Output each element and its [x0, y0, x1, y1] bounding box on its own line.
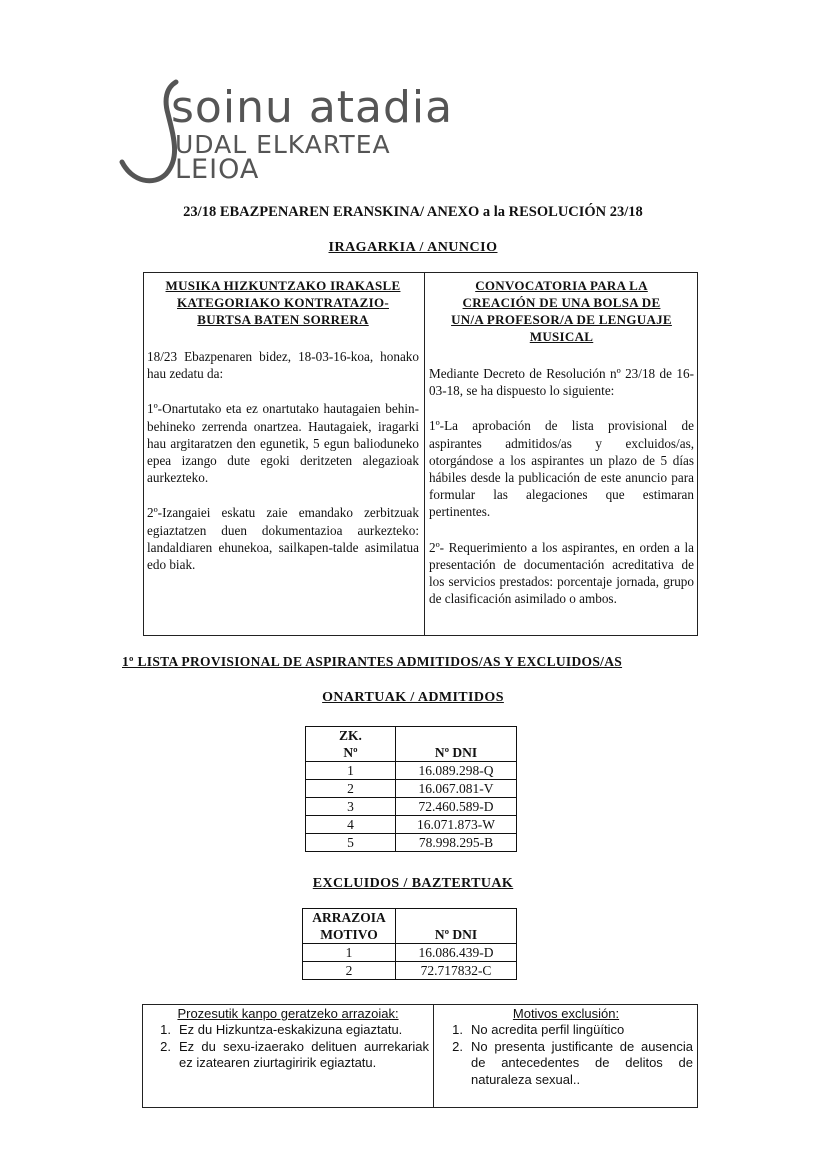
spanish-column [429, 277, 694, 607]
table-row [303, 962, 517, 980]
document-heading: 23/18 EBAZPENAREN ERANSKINA/ ANEXO a la RESOLUCIÓN 23/18 [183, 204, 643, 220]
spanish-paragraph-1: 1º-La aprobación de lista provisional de aspirantes admitidos/as y excluidos/as, otorgándose a los aspirantes un plazo de 5 días hábiles desde la publicación de este anuncio para formular las alegaciones que estimaran pertinentes. [429, 418, 694, 520]
number-header-line-2: Nº [343, 745, 358, 760]
item-text: Ez du sexu-izaerako delituen aurrekariak ez izatearen ziurtagiririk egiaztatu. [179, 1038, 429, 1071]
row-dni: 16.089.298-Q [396, 762, 517, 780]
row-number: 5 [306, 834, 396, 852]
list-item [147, 1022, 429, 1038]
table-row [306, 816, 517, 834]
table-row [306, 798, 517, 816]
reason-header-line-1: ARRAZOIA [312, 910, 386, 925]
item-number: 2. [160, 1038, 171, 1054]
excluded-table [302, 908, 517, 980]
item-text: No presenta justificante de ausencia de antecedentes de delitos de naturaleza sexual.. [471, 1038, 693, 1087]
basque-paragraph-1: 1º-Onartutako eta ez onartutako hautagaien behin-behineko zerrenda onartzea. Hautagaiek, iragarki hau argitaratzen den egunetik, 5 egun balioduneko epea izango dute egoki deritzeten alegazioak aurkezteko. [147, 401, 419, 486]
table-row [306, 834, 517, 852]
row-reason: 1 [303, 944, 396, 962]
exclusion-reasons-box [142, 1004, 698, 1108]
row-number: 3 [306, 798, 396, 816]
reason-column-header [303, 909, 396, 944]
table-row [306, 762, 517, 780]
list-item [439, 1022, 693, 1038]
admitted-title: ONARTUAK / ADMITIDOS [322, 690, 504, 705]
item-text: Ez du Hizkuntza-eskakizuna egiaztatu. [179, 1022, 403, 1038]
row-dni: 16.086.439-D [396, 944, 517, 962]
row-dni: 72.460.589-D [396, 798, 517, 816]
bilingual-announcement-box [143, 272, 698, 636]
number-column-header [306, 727, 396, 762]
basque-column-title: MUSIKA HIZKUNTZAKO IRAKASLE KATEGORIAKO KONTRATAZIO-BURTSA BATEN SORRERA [165, 278, 401, 327]
reason-header-line-2: MOTIVO [320, 927, 378, 942]
row-number: 4 [306, 816, 396, 834]
announcement-title: IRAGARKIA / ANUNCIO [328, 240, 498, 255]
number-header-line-1: ZK. [339, 728, 362, 743]
provisional-list-title: 1º LISTA PROVISIONAL DE ASPIRANTES ADMITIDOS/AS Y EXCLUIDOS/AS [122, 654, 623, 669]
row-reason: 2 [303, 962, 396, 980]
table-row [306, 780, 517, 798]
row-dni: 72.717832-C [396, 962, 517, 980]
row-dni: 16.071.873-W [396, 816, 517, 834]
item-text: No acredita perfil lingüítico [471, 1022, 625, 1038]
basque-reasons-title: Prozesutik kanpo geratzeko arrazoiak: [177, 1006, 399, 1021]
dni-column-header: Nº DNI [396, 727, 517, 762]
logo-line-3: LEIOA [175, 154, 260, 185]
row-number: 2 [306, 780, 396, 798]
item-number: 2. [452, 1038, 463, 1054]
reasons-divider [433, 1005, 434, 1107]
logo-line-1: soinu atadia [171, 82, 454, 133]
item-number: 1. [160, 1022, 171, 1038]
basque-reasons [147, 1006, 429, 1072]
spanish-paragraph-2: 2º- Requerimiento a los aspirantes, en orden a la presentación de documentación acreditativa de los servicios prestados: porcentaje jornada, grupo de clasificación asimilado o ambos. [429, 539, 694, 607]
table-header-row [303, 909, 517, 944]
basque-intro: 18/23 Ebazpenaren bidez, 18-03-16-koa, honako hau zedatu da: [147, 349, 419, 382]
dni-column-header: Nº DNI [396, 909, 517, 944]
spanish-column-title: CONVOCATORIA PARA LA CREACIÓN DE UNA BOLSA DE UN/A PROFESOR/A DE LENGUAJE MUSICAL [451, 278, 672, 344]
spanish-reasons [439, 1006, 693, 1088]
item-number: 1. [452, 1022, 463, 1038]
table-row [303, 944, 517, 962]
logo-line-2: UDAL ELKARTEA [175, 130, 391, 159]
column-divider [424, 273, 425, 635]
list-item [439, 1039, 693, 1088]
basque-column [147, 277, 419, 573]
row-dni: 78.998.295-B [396, 834, 517, 852]
list-item [147, 1039, 429, 1072]
spanish-intro: Mediante Decreto de Resolución nº 23/18 de 16-03-18, se ha dispuesto lo siguiente: [429, 366, 694, 399]
row-number: 1 [306, 762, 396, 780]
row-dni: 16.067.081-V [396, 780, 517, 798]
admitted-table [305, 726, 517, 852]
excluded-title: EXCLUIDOS / BAZTERTUAK [312, 876, 514, 891]
basque-paragraph-2: 2º-Izangaiei eskatu zaie emandako zerbitzuak egiaztatzen duen dokumentazioa aurkezteko: landaldiaren ehunekoa, sailkapen-talde asimilatua edo biak. [147, 505, 419, 573]
spanish-reasons-title: Motivos exclusión: [512, 1006, 620, 1021]
table-header-row [306, 727, 517, 762]
